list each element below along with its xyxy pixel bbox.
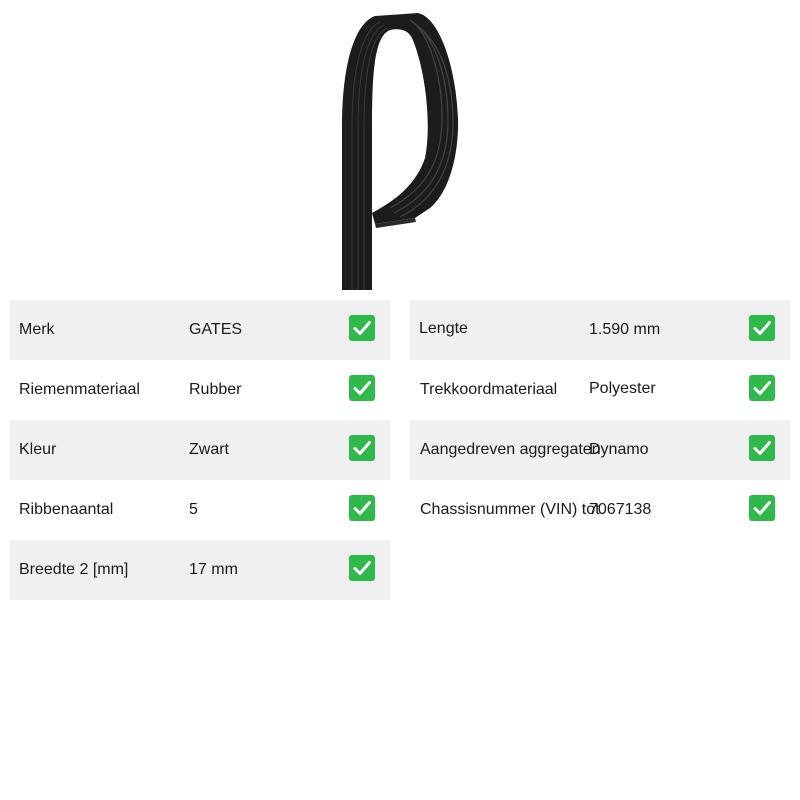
spec-row <box>10 420 390 480</box>
green-check-icon <box>749 495 775 521</box>
spec-row <box>10 480 390 540</box>
spec-value: GATES <box>189 321 243 338</box>
green-check-icon <box>349 555 375 581</box>
green-check-icon <box>749 315 775 341</box>
spec-table-left <box>10 300 390 600</box>
spec-row <box>410 360 790 420</box>
spec-value: Polyester <box>589 380 656 397</box>
spec-row <box>410 420 790 480</box>
spec-value: 5 <box>189 501 198 518</box>
spec-label: Breedte 2 [mm] <box>19 561 129 578</box>
spec-label: Riemenmateriaal <box>19 381 140 398</box>
spec-row <box>410 300 790 360</box>
green-check-icon <box>749 375 775 401</box>
spec-label: Aangedreven aggregaten <box>420 441 601 458</box>
green-check-icon <box>349 315 375 341</box>
spec-label: Kleur <box>19 441 57 458</box>
spec-label: Ribbenaantal <box>19 501 114 518</box>
spec-value: 17 mm <box>189 561 238 578</box>
spec-value: Dynamo <box>589 441 649 458</box>
spec-row <box>10 540 390 600</box>
green-check-icon <box>349 375 375 401</box>
spec-value: Zwart <box>189 441 229 458</box>
spec-row <box>410 480 790 540</box>
green-check-icon <box>749 435 775 461</box>
spec-row <box>10 300 390 360</box>
spec-label: Merk <box>19 321 55 338</box>
spec-value: Rubber <box>189 381 242 398</box>
v-ribbed-belt-icon <box>330 8 470 290</box>
spec-label: Trekkoordmateriaal <box>420 381 558 398</box>
spec-label: Lengte <box>419 320 468 337</box>
green-check-icon <box>349 435 375 461</box>
spec-label: Chassisnummer (VIN) tot <box>420 501 600 518</box>
spec-value: 1.590 mm <box>589 321 661 338</box>
green-check-icon <box>349 495 375 521</box>
spec-row <box>10 360 390 420</box>
spec-value: 7067138 <box>589 501 652 518</box>
spec-table-right <box>410 300 790 540</box>
